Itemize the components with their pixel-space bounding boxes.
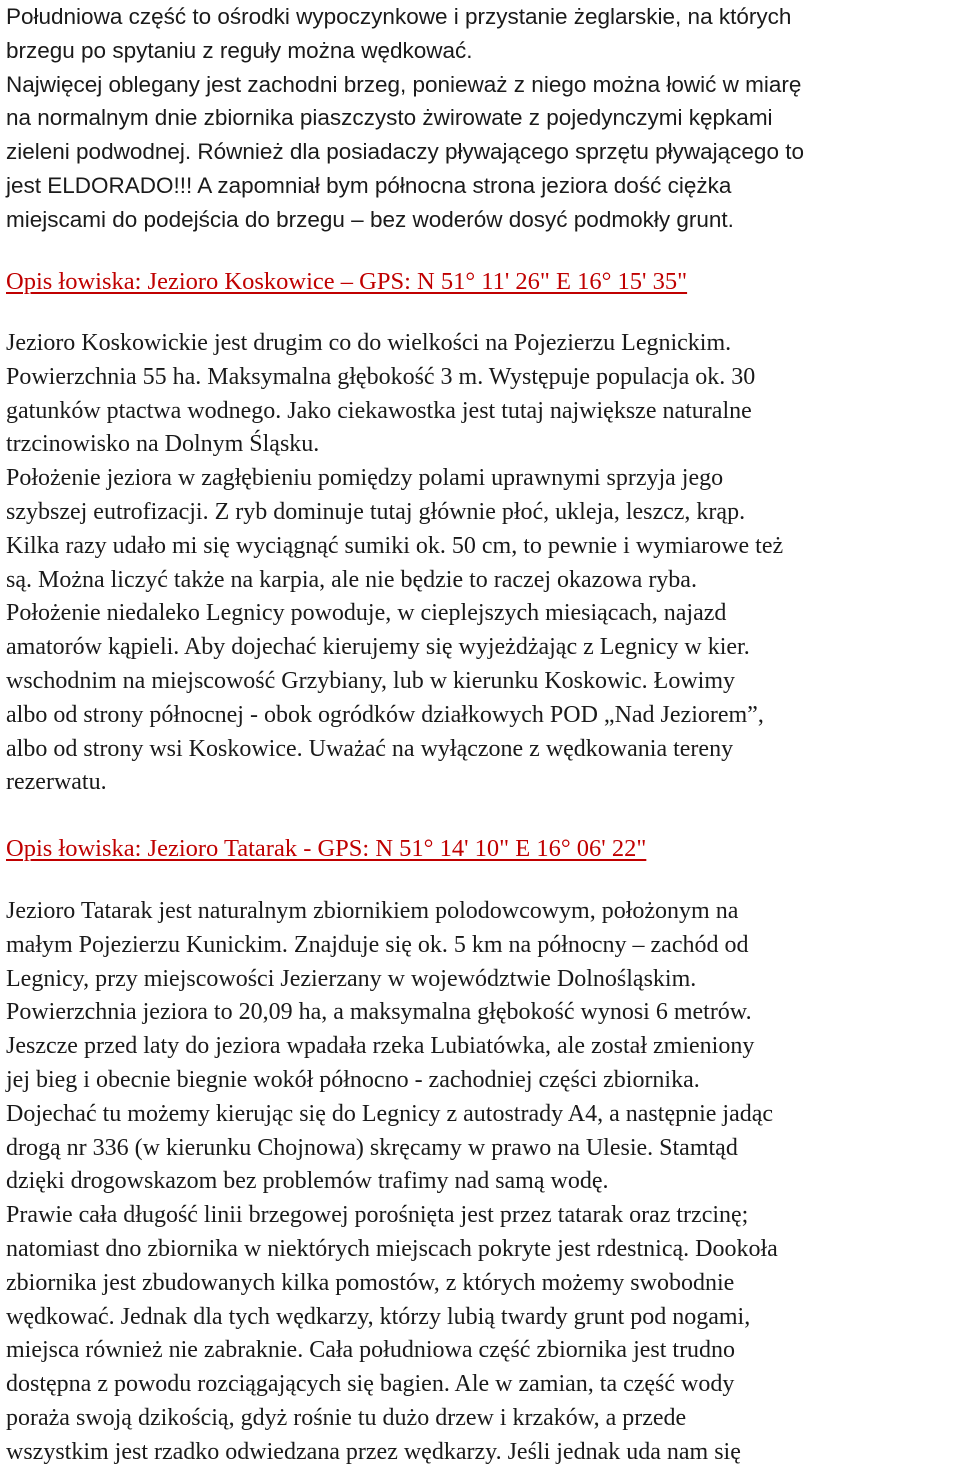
text-line: zbiornika jest zbudowanych kilka pomostów, z których możemy swobodnie <box>6 1269 735 1296</box>
text-line: natomiast dno zbiornika w niektórych miejscach pokryte jest rdestnicą. Dookoła <box>6 1235 778 1262</box>
text-line: na normalnym dnie zbiornika piaszczysto żwirowate z pojedynczymi kępkami <box>6 105 773 131</box>
text-line: Położenie niedaleko Legnicy powoduje, w cieplejszych miesiącach, najazd <box>6 600 727 627</box>
text-line: amatorów kąpieli. Aby dojechać kierujemy się wyjeżdżając z Legnicy w kier. <box>6 634 750 661</box>
text-line: szybszej eutrofizacji. Z ryb dominuje tutaj głównie płoć, ukleja, leszcz, krąp. <box>6 498 746 525</box>
text-line: Położenie jeziora w zagłębieniu pomiędzy polami uprawnymi sprzyja jego <box>6 465 724 492</box>
text-line: Południowa część to ośrodki wypoczynkowe i przystanie żeglarskie, na których <box>6 4 792 29</box>
text-line: poraża swoją dzikością, gdyż rośnie tu dużo drzew i krzaków, a przede <box>6 1404 687 1431</box>
text-line: dostępna z powodu rozciągających się bagien. Ale w zamian, ta część wody <box>6 1371 735 1398</box>
text-line: Jeszcze przed laty do jeziora wpadała rzeka Lubiatówka, ale został zmieniony <box>6 1033 755 1060</box>
text-line: są. Można liczyć także na karpia, ale nie będzie to raczej okazowa ryba. <box>6 566 697 593</box>
text-line: gatunków ptactwa wodnego. Jako ciekawostka jest tutaj największe naturalne <box>6 397 752 424</box>
heading-text: Opis łowiska: Jezioro Koskowice – GPS: N 51° 11' 26" E 16° 15' 35" <box>6 268 688 295</box>
text-line: drogą nr 336 (w kierunku Chojnowa) skręcamy w prawo na Ulesie. Stamtąd <box>6 1134 738 1161</box>
koskowice-paragraph <box>6 327 783 800</box>
text-line: Jezioro Koskowickie jest drugim co do wielkości na Pojezierzu Legnickim. <box>6 330 732 356</box>
text-line: Najwięcej oblegany jest zachodni brzeg, ponieważ z niego można łowić w miarę <box>6 71 802 97</box>
text-line: albo od strony północnej - obok ogródków działkowych POD „Nad Jeziorem”, <box>6 701 764 728</box>
text-line: zieleni podwodnej. Również dla posiadaczy pływającego sprzętu pływającego to <box>6 139 804 165</box>
text-line: wszystkim jest rzadko odwiedzana przez wędkarzy. Jeśli jednak uda nam się <box>6 1438 741 1465</box>
text-line: rezerwatu. <box>6 769 107 796</box>
text-line: Powierzchnia jeziora to 20,09 ha, a maksymalna głębokość wynosi 6 metrów. <box>6 999 752 1026</box>
section-heading-tatarak <box>6 832 646 866</box>
heading-text: Opis łowiska: Jezioro Tatarak - GPS: N 51° 14' 10" E 16° 06' 22" <box>6 835 647 862</box>
text-line: trzcinowisko na Dolnym Śląsku. <box>6 431 320 458</box>
text-line: jej bieg i obecnie biegnie wokół północno - zachodniej części zbiornika. <box>6 1066 700 1093</box>
text-line: dzięki drogowskazom bez problemów trafimy nad samą wodę. <box>6 1168 609 1195</box>
text-line: jest ELDORADO!!! A zapomniał bym północna strona jeziora dość ciężka <box>6 172 732 198</box>
text-line: Kilka razy udało mi się wyciągnąć sumiki ok. 50 cm, to pewnie i wymiarowe też <box>6 532 784 559</box>
text-line: Prawie cała długość linii brzegowej porośnięta jest przez tatarak oraz trzcinę; <box>6 1202 749 1229</box>
text-line: Legnicy, przy miejscowości Jezierzany w województwie Dolnośląskim. <box>6 965 697 992</box>
text-line: albo od strony wsi Koskowice. Uważać na wyłączone z wędkowania tereny <box>6 735 734 762</box>
text-line: Jezioro Tatarak jest naturalnym zbiornikiem polodowcowym, położonym na <box>6 898 739 924</box>
intro-paragraph <box>6 0 804 237</box>
text-line: małym Pojezierzu Kunickim. Znajduje się ok. 5 km na północny – zachód od <box>6 931 749 958</box>
text-line: brzegu po spytaniu z reguły można wędkować. <box>6 37 473 63</box>
text-line: miejscami do podejścia do brzegu – bez woderów dosyć podmokły grunt. <box>6 206 734 232</box>
text-line: miejsca również nie zabraknie. Cała południowa część zbiornika jest trudno <box>6 1337 736 1364</box>
tatarak-paragraph <box>6 895 778 1470</box>
text-line: Powierzchnia 55 ha. Maksymalna głębokość 3 m. Występuje populacja ok. 30 <box>6 363 756 390</box>
section-heading-koskowice <box>6 265 687 299</box>
text-line: wschodnim na miejscowość Grzybiany, lub w kierunku Koskowic. Łowimy <box>6 667 735 694</box>
text-line: wędkować. Jednak dla tych wędkarzy, którzy lubią twardy grunt pod nogami, <box>6 1303 751 1330</box>
text-line: Dojechać tu możemy kierując się do Legnicy z autostrady A4, a następnie jadąc <box>6 1100 774 1127</box>
